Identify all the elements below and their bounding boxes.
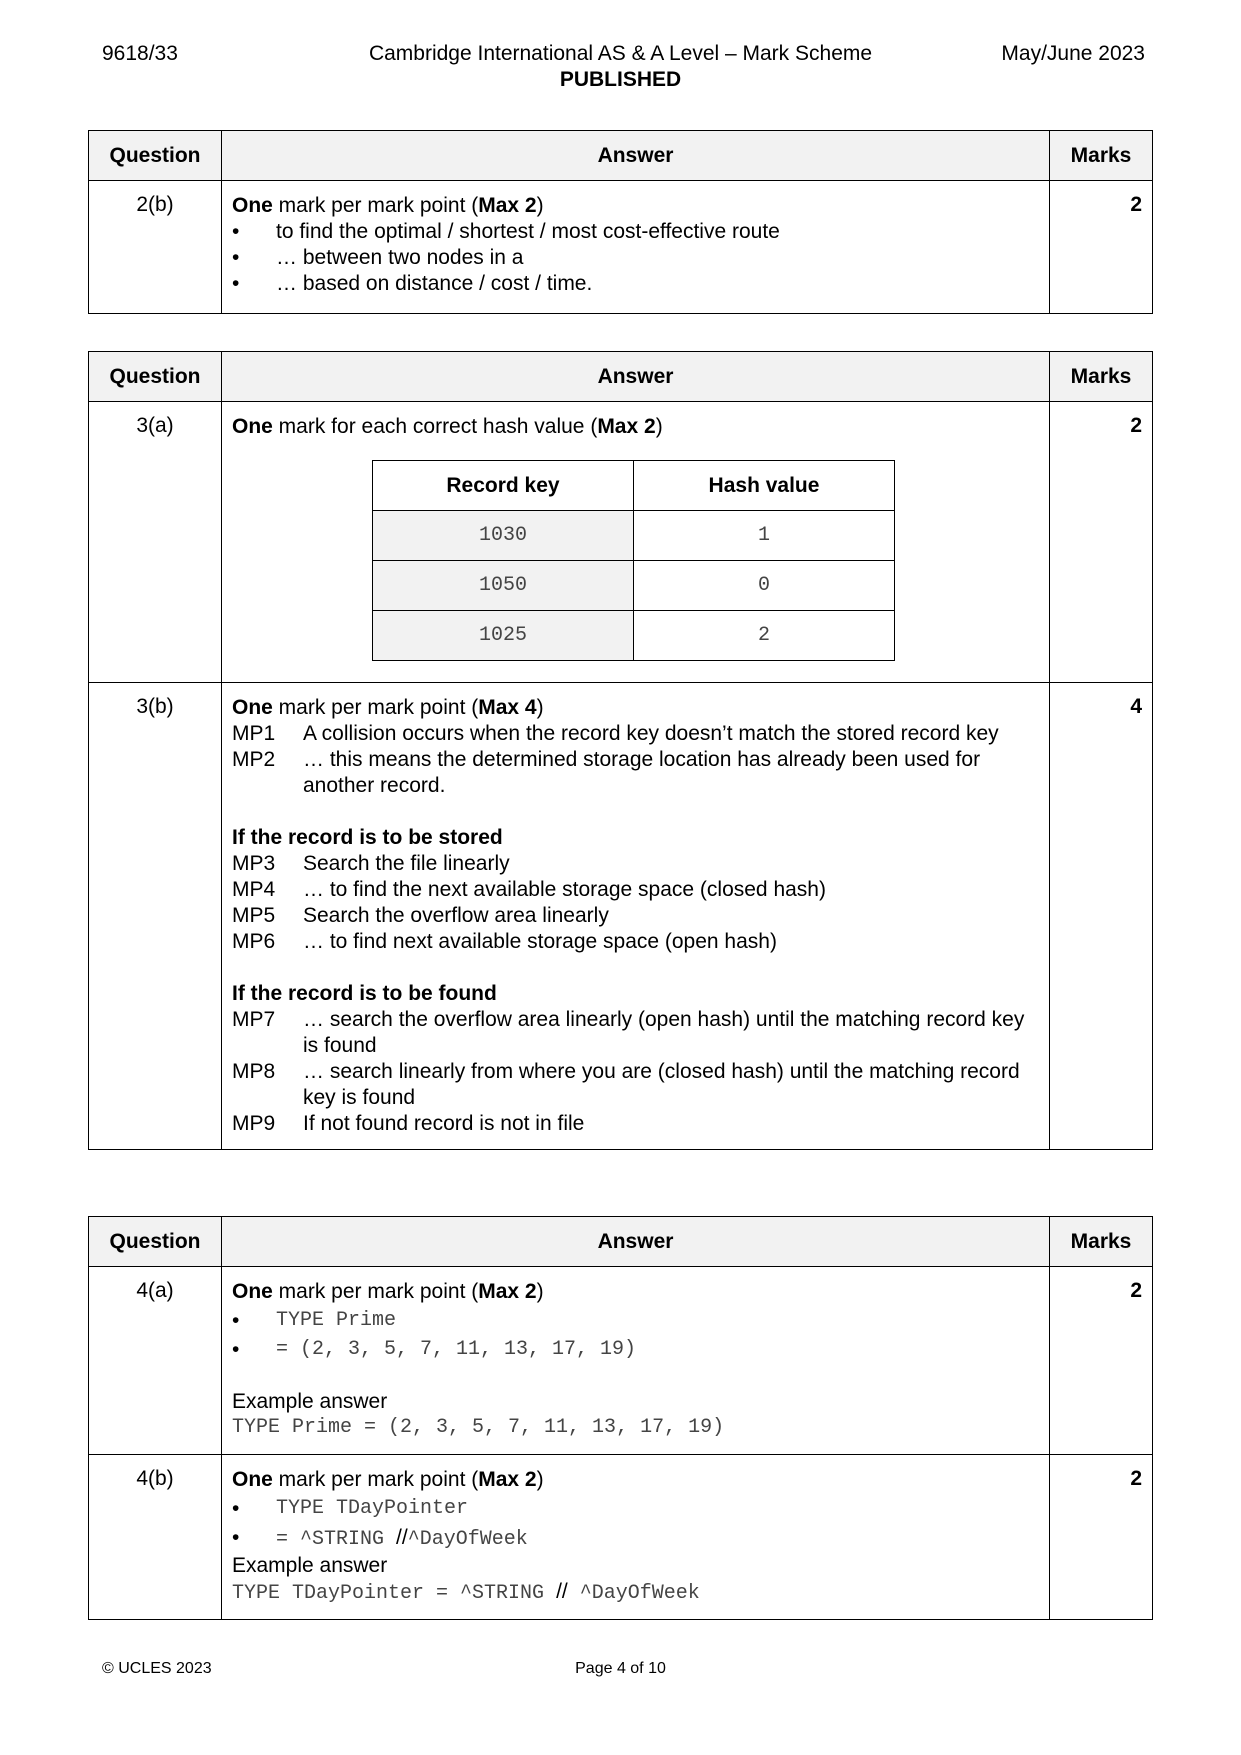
marks-value: 4 [1050,683,1153,1150]
instruction-text: mark per mark point ( [272,1280,479,1303]
mark-point [232,903,1039,929]
instruction-end: ) [655,415,663,438]
mark-instruction [232,1467,1039,1493]
mark-point [232,747,1039,799]
title-text: Cambridge International AS & A Level – Mark Scheme [368,42,873,65]
instruction-end: ) [536,696,544,719]
mark-table-q4 [88,1216,1153,1620]
list-item: • = ^STRING //^DayOfWeek [232,1526,528,1551]
marks-header: Marks [1050,352,1153,402]
answer-cell [222,683,1050,1150]
answer-cell [222,1455,1050,1620]
marks-value: 2 [1050,1267,1153,1455]
mark-table-q3 [88,351,1153,1150]
mark-point [232,851,1039,877]
hash-value: 2 [634,611,895,661]
max-marks: Max 2 [478,1468,537,1491]
mark-point-label: MP5 [232,904,276,927]
record-key: 1025 [373,611,634,661]
mark-point-text: … this means the determined storage location has already been used for another record. [303,748,981,797]
answer-cell [222,181,1050,314]
code-text: = (2, 3, 5, 7, 11, 13, 17, 19) [276,1338,637,1361]
code-text: ^DayOfWeek [407,1528,528,1551]
table-row [373,611,895,661]
question-number: 4(a) [89,1267,222,1455]
comment-separator: // [396,1526,408,1549]
list-item: • … between two nodes in a [232,246,524,269]
mark-point-text: Search the file linearly [303,852,510,875]
hash-table [372,460,895,661]
question-header: Question [89,1217,222,1267]
mark-point-label: MP3 [232,852,276,875]
bold-one: One [232,696,273,719]
instruction-text: mark per mark point ( [272,1468,479,1491]
example-code: TYPE Prime = (2, 3, 5, 7, 11, 13, 17, 19) [232,1416,725,1439]
instruction-end: ) [536,1280,544,1303]
mark-point-text: … to find next available storage space (open hash) [303,930,777,953]
mark-point [232,929,1039,955]
table-header-row [89,1217,1153,1267]
answer-header: Answer [222,1217,1050,1267]
bullet-text: … based on distance / cost / time. [276,272,593,295]
list-item: • to find the optimal / shortest / most cost-effective route [232,220,780,243]
mark-point-text: … search linearly from where you are (closed hash) until the matching record key is found [303,1060,1020,1109]
code-text: TYPE TDayPointer = ^STRING [232,1582,557,1605]
hash-value: 1 [634,511,895,561]
instruction-end: ) [536,194,544,217]
list-item: • … based on distance / cost / time. [232,272,593,295]
table-row [373,561,895,611]
copyright: © UCLES 2023 [102,1660,212,1677]
max-marks: Max 2 [597,415,656,438]
instruction-text: mark for each correct hash value ( [272,415,598,438]
marks-header: Marks [1050,1217,1153,1267]
table-row [89,402,1153,683]
max-marks: Max 2 [478,194,537,217]
table-row [89,181,1153,314]
table-header-row [89,131,1153,181]
mark-instruction [232,695,1039,721]
published-label: PUBLISHED [559,68,682,91]
mark-point-label: MP1 [232,722,276,745]
list-item: • = (2, 3, 5, 7, 11, 13, 17, 19) [232,1338,637,1361]
mark-point-text: … search the overflow area linearly (open hash) until the matching record key is found [303,1008,1025,1057]
instruction-text: mark per mark point ( [272,696,479,719]
example-label: Example answer [232,1390,388,1413]
exam-session: May/June 2023 [1001,42,1145,65]
example-code [232,1579,1039,1607]
marks-value: 2 [1050,1455,1153,1620]
bullet-text: to find the optimal / shortest / most cost-effective route [276,220,780,243]
mark-point-label: MP4 [232,878,276,901]
table-row [89,1267,1153,1455]
page-number: Page 4 of 10 [575,1660,666,1677]
comment-separator: // [556,1580,568,1603]
mark-point-text: A collision occurs when the record key doesn’t match the stored record key [303,722,999,745]
mark-point [232,1059,1039,1111]
max-marks: Max 4 [478,696,537,719]
question-number: 2(b) [89,181,222,314]
answer-cell [222,1267,1050,1455]
table-row [89,683,1153,1150]
bold-one: One [232,194,273,217]
instruction-end: ) [536,1468,544,1491]
code-text: ^DayOfWeek [567,1582,700,1605]
mark-point [232,1007,1039,1059]
mark-point [232,877,1039,903]
mark-point-label: MP2 [232,748,276,771]
mark-point-text: If not found record is not in file [303,1112,585,1135]
list-item: • TYPE TDayPointer [232,1497,469,1520]
hash-value-header: Hash value [634,461,895,511]
mark-point-label: MP6 [232,930,276,953]
bold-one: One [232,415,273,438]
mark-point-text: … to find the next available storage space (closed hash) [303,878,826,901]
bold-one: One [232,1280,273,1303]
mark-point [232,721,1039,747]
code-text: TYPE TDayPointer [276,1497,469,1520]
question-number: 3(b) [89,683,222,1150]
table-row [89,1455,1153,1620]
record-key: 1030 [373,511,634,561]
mark-point-text: Search the overflow area linearly [303,904,609,927]
mark-instruction [232,193,1039,219]
max-marks: Max 2 [478,1280,537,1303]
mark-point-label: MP8 [232,1060,276,1083]
question-number: 3(a) [89,402,222,683]
bullet-text: … between two nodes in a [276,246,524,269]
question-header: Question [89,131,222,181]
list-item: • TYPE Prime [232,1309,397,1332]
marks-value: 2 [1050,402,1153,683]
table-row [373,511,895,561]
mark-point-label: MP9 [232,1112,276,1135]
bold-one: One [232,1468,273,1491]
mark-table-q2 [88,130,1153,314]
subheading-stored: If the record is to be stored [232,826,503,849]
answer-header: Answer [222,131,1050,181]
example-label: Example answer [232,1554,388,1577]
paper-code: 9618/33 [102,42,178,65]
mark-instruction [232,414,1039,440]
answer-header: Answer [222,352,1050,402]
subheading-found: If the record is to be found [232,982,497,1005]
question-header: Question [89,352,222,402]
marks-header: Marks [1050,131,1153,181]
mark-point-label: MP7 [232,1008,276,1031]
code-text: TYPE Prime [276,1309,397,1332]
record-key-header: Record key [373,461,634,511]
code-text: = ^STRING [276,1528,397,1551]
mark-point [232,1111,1039,1137]
answer-cell [222,402,1050,683]
instruction-text: mark per mark point ( [272,194,479,217]
mark-instruction [232,1279,1039,1305]
marks-value: 2 [1050,181,1153,314]
question-number: 4(b) [89,1455,222,1620]
table-header-row [89,352,1153,402]
hash-value: 0 [634,561,895,611]
record-key: 1050 [373,561,634,611]
